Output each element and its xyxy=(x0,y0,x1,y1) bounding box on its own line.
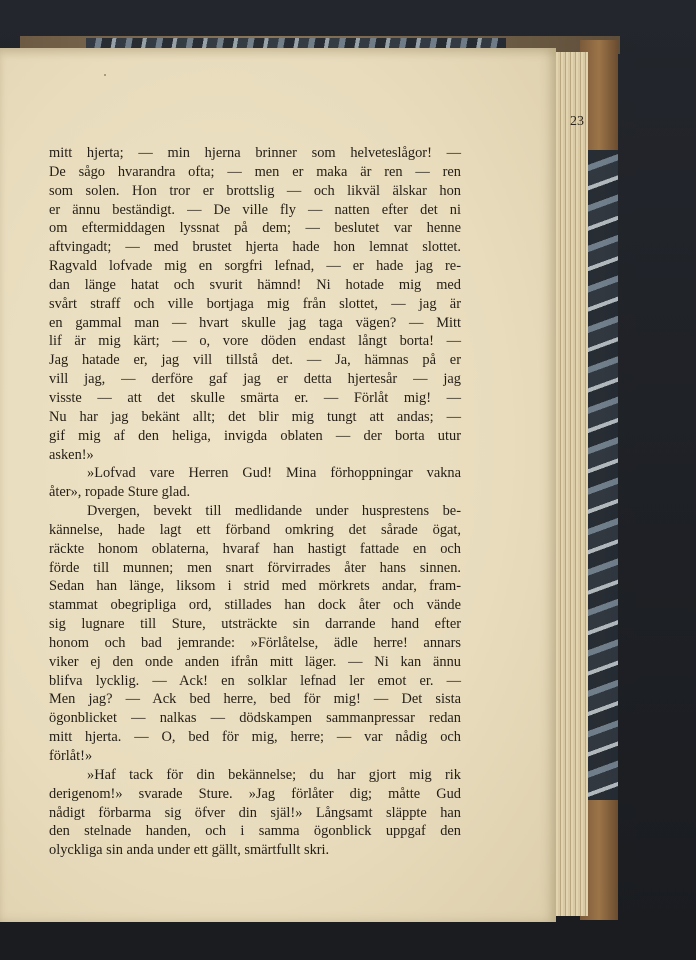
text-line: om eftermiddagen lyssnat på dem; — beslutet var henne xyxy=(49,220,461,237)
text-line: derigenom!» svarade Sture. »Jag förlåter dig; måtte Gud xyxy=(49,785,461,802)
text-line: honom och bad jemrande: »Förlåtelse, ädle herre! annars xyxy=(49,634,461,651)
text-line: som solen. Hon tror er brottslig — och likväl älskar hon xyxy=(49,182,461,199)
text-line: räckte honom oblaterna, hvaraf han hastigt fattade en och xyxy=(49,540,461,557)
text-line: Ragvald lofvade mig en sorgfri lefnad, — er hade jag re- xyxy=(49,258,461,275)
text-line: aftvingadt; — med brustet hjerta hade hon lemnat slottet. xyxy=(49,239,461,256)
text-line: nådigt förbarma sig öfver din själ!» Långsamt släppte han xyxy=(49,804,461,821)
text-line: dan länge hatat och svurit hämnd! Ni hotade mig med xyxy=(49,276,461,293)
text-line: gif mig af den heliga, invigda oblaten — der borta utur xyxy=(49,427,461,444)
text-line: åter», ropade Sture glad. xyxy=(49,484,191,501)
text-line: förlåt!» xyxy=(49,748,93,764)
text-line: »Lofvad vare Herren Gud! Mina förhoppningar vakna xyxy=(87,465,461,482)
text-line: Nu har jag bekänt allt; det blir mig tungt att andas; — xyxy=(49,408,461,425)
text-line: svårt straff och ville bortjaga mig från slottet, — jag är xyxy=(49,295,461,312)
marbled-cover-right xyxy=(588,150,618,800)
text-line: kännelse, hade lagt ett förband omkring det sårade ögat, xyxy=(49,521,461,538)
text-line: viker ej den onde anden ifrån mitt läger. — Ni kan ännu xyxy=(49,653,461,670)
text-line: »Haf tack för din bekännelse; du har gjort mig rik xyxy=(87,766,461,783)
text-line: De sågo hvarandra ofta; — men er maka är ren — ren xyxy=(49,163,461,180)
text-line: en gammal man — hvart skulle jag taga vägen? — Mitt xyxy=(49,314,461,331)
text-line: visste — att det skulle smärta er. — Förlåt mig! — xyxy=(49,389,461,406)
text-line: blifva lycklig. — Ack! en solklar lefnad ler emot er. — xyxy=(49,672,461,689)
text-line: lif är mig kärt; — o, vore döden endast långt borta! — xyxy=(49,333,461,350)
text-line: vill jag, — derföre gaf jag er detta hjertesår — jag xyxy=(49,371,461,388)
text-line: mitt hjerta; — min hjerna brinner som helveteslågor! — xyxy=(49,145,461,161)
text-line: Dvergen, bevekt till medlidande under husprestens be- xyxy=(87,503,461,520)
text-line: ögonblicket — nalkas — dödskampen sammanpressar redan xyxy=(49,710,461,727)
paper-speck xyxy=(104,74,106,76)
text-line: olyckliga sin anda under ett gällt, smärtfullt skri. xyxy=(49,842,330,859)
text-line: er ännu beständigt. — De ville fly — natten efter det ni xyxy=(49,201,461,218)
body-text xyxy=(49,144,461,860)
text-line: stammat obegripliga ord, stillades han dock åter och vände xyxy=(49,597,461,614)
text-line: Jag hatade er, jag vill tillstå det. — Ja, hämnas på er xyxy=(49,352,461,369)
text-line: förde till munnen; men snart förvirrades åter hans sinnen. xyxy=(49,559,461,576)
text-line: sig lugnare till Sture, utsträckte sin darrande hand efter xyxy=(49,616,461,633)
page-number: 23 xyxy=(570,114,584,129)
text-line: Sedan han länge, liksom i strid med mörkrets andar, fram- xyxy=(49,578,461,595)
text-line: Men jag? — Ack bed herre, bed för mig! — Det sista xyxy=(49,691,461,708)
text-line: den stelnade handen, och i samma ögonblick uppgaf den xyxy=(49,823,461,840)
text-line: asken!» xyxy=(49,446,94,463)
text-line: mitt hjerta. — O, bed för mig, herre; — var nådig och xyxy=(49,729,461,746)
